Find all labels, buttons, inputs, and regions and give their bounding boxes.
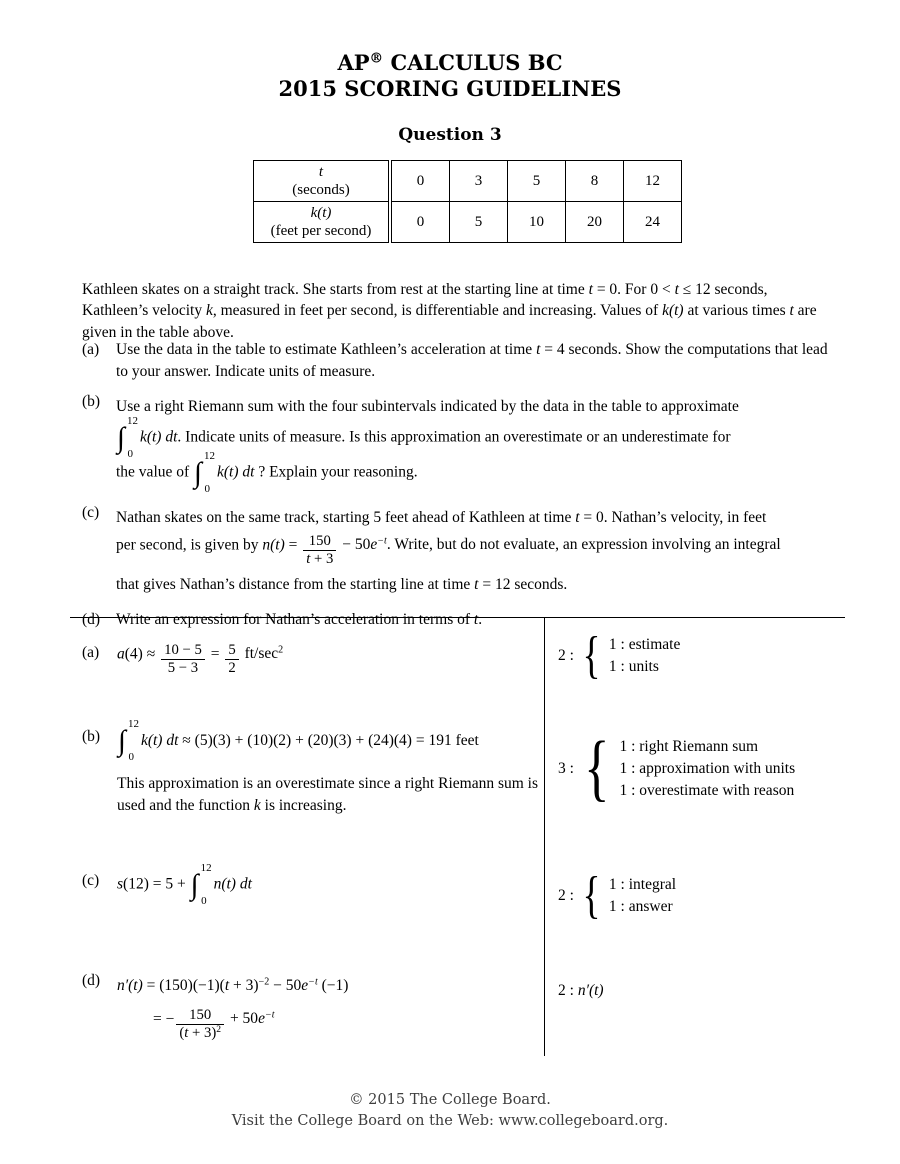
text-segment: t — [674, 280, 679, 298]
text-segment: −t — [264, 1009, 275, 1021]
velocity-data-table — [253, 160, 682, 243]
fraction-numerator: 10 − 5 — [161, 642, 205, 660]
row-header-t — [254, 161, 391, 202]
text-segment: Use the data in the table to estimate Kathleen’s acceleration at time — [116, 341, 537, 358]
table-row-kt — [254, 202, 682, 243]
text-segment: t — [474, 575, 479, 593]
text-segment: k(t) dt — [139, 428, 178, 446]
score-points — [558, 982, 604, 1000]
part-c-line3 — [116, 574, 838, 596]
score-points: 2 : — [558, 647, 574, 664]
part-label: (d) — [82, 972, 101, 989]
integral — [190, 862, 212, 907]
text-segment: n(t) dt — [213, 875, 252, 893]
text-segment: = — [206, 645, 224, 663]
column-divider — [544, 618, 545, 1056]
scoring-c — [558, 867, 677, 925]
score-breakdown — [609, 874, 676, 918]
part-b-line1 — [116, 396, 838, 418]
text-segment: = 0. Nathan’s velocity, in feet — [579, 508, 767, 526]
scoring-a — [558, 627, 681, 685]
table-row-t — [254, 161, 682, 202]
row-header-kt — [254, 202, 391, 243]
text-segment: + 3 — [310, 551, 334, 568]
solution-d — [82, 970, 348, 1047]
text-segment: is increasing. — [260, 796, 347, 814]
text-segment: −t — [308, 976, 318, 988]
part-a-text — [116, 339, 838, 382]
solution-d-row — [82, 970, 348, 1047]
text-segment: are given in the table above. — [82, 302, 817, 341]
text-segment: a — [117, 645, 125, 663]
integral-lower-limit: 0 — [204, 482, 210, 495]
text-segment: k(t) — [662, 302, 684, 319]
text-segment: − 50 — [269, 977, 302, 994]
text-segment: − 50 — [338, 536, 371, 554]
fraction-denominator — [176, 1025, 224, 1042]
title-line-1 — [0, 50, 900, 76]
text-segment: (4) ≈ — [124, 645, 160, 663]
question-part-c — [82, 502, 838, 601]
text-segment: t — [306, 551, 311, 568]
text-segment: e — [301, 977, 309, 994]
part-label: (b) — [82, 728, 101, 745]
curly-brace-icon: { — [583, 727, 610, 810]
table-cell: 24 — [624, 202, 682, 243]
solution-d-line1 — [117, 975, 348, 997]
solution-d-line2-pre — [153, 1010, 174, 1027]
part-b-line2-text — [140, 428, 731, 445]
text-segment: ( — [179, 1024, 185, 1041]
text-segment: 2 — [278, 644, 284, 656]
text-segment: t — [473, 611, 479, 629]
solution-c-row — [82, 862, 252, 907]
text-segment: = 12 seconds. — [478, 575, 568, 593]
part-label: (a) — [82, 644, 100, 661]
solution-c-pre — [117, 876, 190, 893]
solution-a-post — [241, 645, 283, 662]
text-segment: ≈ (5)(3) + (10)(2) + (20)(3) + (24)(4) = 191 feet — [178, 731, 479, 749]
text-segment: k — [205, 302, 213, 319]
row-unit-kt: (feet per second) — [270, 223, 372, 239]
text-segment: at various times — [683, 302, 790, 319]
part-c-line2 — [116, 533, 838, 569]
fraction-numerator: 5 — [225, 642, 238, 660]
solution-a-mid — [207, 645, 224, 662]
part-c-line2-pre — [116, 536, 301, 553]
solution-a — [82, 642, 283, 678]
integral-upper-limit: 12 — [126, 414, 138, 427]
text-segment: t — [224, 977, 230, 994]
table-cell: 10 — [508, 202, 566, 243]
text-segment: that gives Nathan’s distance from the starting line at time — [116, 575, 475, 593]
text-segment: (12) = 5 + — [123, 875, 190, 893]
score-line: 1 : units — [608, 658, 659, 675]
fraction — [303, 533, 336, 569]
fraction — [161, 642, 205, 678]
score-line: 1 : answer — [608, 898, 673, 915]
copyright-line: © 2015 The College Board. — [349, 1092, 551, 1108]
text-segment: . — [478, 611, 483, 629]
text-segment: Use a right Riemann sum with the four subintervals indicated by the data in the table to approximate — [116, 398, 739, 415]
integral-upper-limit: 12 — [204, 449, 215, 462]
text-segment: per second, is given by — [116, 536, 263, 554]
text-segment: −t — [377, 535, 387, 547]
part-b-line3 — [116, 449, 838, 495]
solution-b-body — [117, 718, 547, 816]
part-label: (b) — [82, 393, 101, 410]
curly-brace-icon: { — [582, 627, 601, 685]
solution-a-row — [82, 642, 283, 678]
text-segment: = 4 seconds. Show the computations that lead to your answer. Indicate units of measure. — [116, 341, 828, 380]
intro-paragraph — [82, 279, 834, 344]
text-segment: t — [184, 1024, 189, 1041]
text-segment: + 3) — [229, 977, 259, 994]
fraction-numerator: 150 — [176, 1007, 224, 1025]
text-segment: + 3) — [188, 1024, 217, 1041]
text-segment: n(t) — [262, 536, 285, 554]
question-part-a — [82, 339, 838, 382]
score-line: 1 : approximation with units — [619, 760, 796, 777]
integral — [194, 449, 215, 495]
text-segment: 2 — [216, 1023, 222, 1035]
integral-lower-limit: 0 — [128, 751, 134, 763]
solution-scoring-grid — [70, 617, 845, 1056]
text-segment: = — [284, 536, 302, 554]
part-c-line2-post — [338, 536, 780, 553]
text-segment: t — [789, 302, 794, 319]
score-breakdown — [619, 736, 795, 802]
text-segment: = − — [153, 1009, 175, 1027]
text-segment: e — [258, 1009, 265, 1027]
fraction-denominator: 2 — [228, 660, 236, 677]
table-cell: 3 — [450, 161, 508, 202]
text-segment: ≤ 12 seconds, Kathleen’s velocity — [82, 280, 768, 319]
text-segment: s — [117, 875, 124, 893]
text-segment: ® — [369, 50, 384, 67]
fraction-numerator: 150 — [303, 533, 336, 551]
score-breakdown — [609, 634, 680, 678]
text-segment: = (150)(−1)( — [142, 977, 225, 994]
fraction-denominator: 5 − 3 — [167, 660, 199, 677]
integral-sign-icon: ∫ — [190, 869, 199, 901]
title-line-2: 2015 SCORING GUIDELINES — [278, 76, 622, 101]
solution-c — [82, 862, 252, 907]
fraction-denominator — [303, 551, 336, 568]
part-c-text — [116, 502, 838, 601]
part-label: (c) — [82, 503, 100, 521]
text-segment: t — [575, 508, 580, 526]
row-unit-t: (seconds) — [292, 182, 350, 198]
integral-lower-limit: 0 — [127, 447, 133, 460]
table-cell: 20 — [566, 202, 624, 243]
scoring-b — [558, 727, 796, 810]
text-segment: + 50 — [226, 1009, 259, 1027]
part-c-line1 — [116, 507, 838, 529]
integral-lower-limit: 0 — [201, 895, 207, 907]
solution-b-math — [117, 718, 479, 763]
integral-upper-limit: 12 — [127, 718, 139, 730]
score-line: 1 : estimate — [608, 636, 681, 653]
part-b-line3-pre — [116, 463, 193, 480]
text-segment: ft/sec — [240, 645, 279, 663]
solution-b — [82, 718, 538, 816]
text-segment: CALCULUS BC — [383, 50, 563, 75]
part-b-line2 — [116, 414, 838, 460]
question-part-b — [82, 391, 838, 493]
question-heading: Question 3 — [398, 125, 502, 145]
page-footer — [0, 1090, 900, 1132]
text-segment: . Write, but do not evaluate, an expression involving an integral — [386, 536, 781, 554]
scoring-d — [558, 982, 604, 1000]
score-line: 1 : overestimate with reason — [619, 782, 795, 799]
solution-a-math — [117, 642, 283, 678]
text-segment: t — [588, 280, 593, 298]
integral — [118, 718, 139, 763]
text-segment: −2 — [258, 976, 270, 988]
fraction — [225, 642, 238, 678]
table-cell: 5 — [508, 161, 566, 202]
text-segment: k(t) dt — [140, 731, 179, 749]
score-points: 3 : — [558, 760, 574, 777]
row-var-t: t — [318, 164, 324, 180]
part-label: (c) — [82, 872, 100, 889]
text-segment: , measured in feet per second, is differentiable and increasing. Values of — [212, 302, 663, 319]
text-segment: = 0. For 0 < — [592, 280, 675, 298]
text-segment: Write an expression for Nathan’s acceleration in terms of — [116, 611, 474, 629]
row-var-kt: k(t) — [310, 205, 332, 221]
part-b-text — [116, 391, 838, 493]
table-cell: 5 — [450, 202, 508, 243]
text-segment: Nathan skates on the same track, starting 5 feet ahead of Kathleen at time — [116, 508, 576, 526]
text-segment: k(t) dt — [217, 463, 255, 481]
integral-upper-limit: 12 — [200, 862, 212, 874]
part-label: (a) — [82, 341, 100, 358]
table-cell: 12 — [624, 161, 682, 202]
text-segment: n′(t) — [577, 982, 604, 999]
text-segment: AP — [337, 50, 370, 75]
integral-sign-icon: ∫ — [194, 456, 202, 489]
score-line: 1 : integral — [608, 876, 677, 893]
text-segment: This approximation is an overestimate since a right Riemann sum is used and the function — [117, 775, 538, 814]
text-segment: n′(t) — [117, 977, 143, 994]
text-segment: t — [536, 341, 541, 358]
text-segment: ? Explain your reasoning. — [254, 463, 418, 481]
solution-d-line2 — [117, 1007, 348, 1043]
solution-d-body — [117, 970, 348, 1047]
text-segment: k — [253, 796, 261, 814]
page-title — [0, 50, 900, 102]
solution-b-row — [82, 718, 538, 816]
integral — [117, 414, 138, 460]
score-line: 1 : right Riemann sum — [619, 738, 759, 755]
text-segment: . Indicate units of measure. Is this approximation an overestimate or an underestimate for — [177, 428, 731, 446]
solution-a-pre — [117, 645, 159, 662]
website-line: Visit the College Board on the Web: www.collegeboard.org. — [231, 1113, 669, 1129]
text-segment: Kathleen skates on a straight track. She starts from rest at the starting line at time — [82, 280, 589, 298]
fraction — [176, 1007, 224, 1043]
solution-b-note — [117, 773, 547, 816]
solution-d-line2-post — [226, 1010, 274, 1027]
table-cell: 0 — [390, 202, 450, 243]
curly-brace-icon: { — [582, 867, 601, 925]
text-segment: the value of — [116, 463, 194, 481]
table-cell: 0 — [390, 161, 450, 202]
question-parts — [82, 339, 838, 640]
part-b-line3-post — [217, 463, 418, 480]
text-segment: 2 : — [558, 982, 578, 999]
solution-b-line — [141, 732, 479, 749]
text-segment: e — [370, 536, 378, 554]
title-line-1-text — [337, 50, 562, 75]
integral-sign-icon: ∫ — [117, 421, 125, 454]
solution-c-post — [214, 876, 252, 893]
part-label: (d) — [82, 611, 101, 629]
score-points: 2 : — [558, 887, 574, 904]
integral-sign-icon: ∫ — [118, 725, 126, 757]
text-segment: (−1) — [317, 977, 349, 994]
solution-c-math — [117, 862, 252, 907]
table-cell: 8 — [566, 161, 624, 202]
